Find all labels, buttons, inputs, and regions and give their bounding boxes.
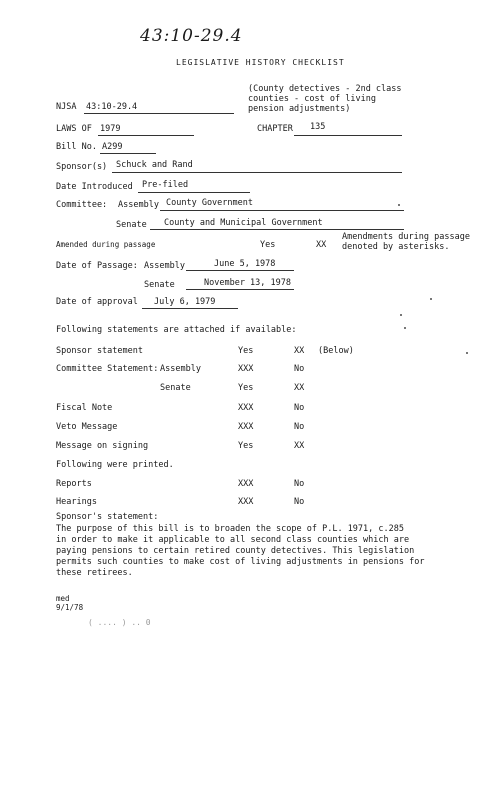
sponsor-statement-body: The purpose of this bill is to broaden the scope of P.L. 1971, c.285 in order to make it applicable to all second class counties which are paying pensions to certain retired county detectives. This legislation permits such counties to make cost of living adjustments in pensions for these retirees.	[56, 524, 425, 578]
njsa-label: NJSA	[56, 102, 77, 112]
passage-senate-date: November 13, 1978	[204, 278, 291, 288]
following-printed-text: Following were printed.	[56, 460, 174, 470]
committee-statement-assembly-yes-mark: XXX	[238, 364, 254, 374]
date-introduced-underline	[138, 192, 250, 193]
scan-speck	[398, 204, 400, 206]
reports-no: No	[294, 479, 305, 489]
amended-label: Amended during passage	[56, 240, 156, 249]
chapter-label: CHAPTER	[257, 124, 293, 134]
scan-speck	[400, 314, 402, 316]
approval-value: July 6, 1979	[154, 297, 216, 307]
amended-no-mark: XX	[316, 240, 327, 250]
approval-label: Date of approval	[56, 297, 138, 307]
handwritten-statute-number: 43:10-29.4	[140, 26, 243, 46]
bill-no-label: Bill No.	[56, 142, 97, 152]
sponsor-statement-yes: Yes	[238, 346, 254, 356]
sponsor-statement-no-mark: XX	[294, 346, 305, 356]
committee-statement-assembly-no: No	[294, 364, 305, 374]
sponsors-underline	[112, 172, 402, 173]
veto-message-label: Veto Message	[56, 422, 118, 432]
footer-date: 9/1/78	[56, 603, 84, 612]
committee-statement-assembly-label: Assembly	[160, 364, 201, 374]
fiscal-note-label: Fiscal Note	[56, 403, 113, 413]
reports-yes-mark: XXX	[238, 479, 254, 489]
laws-of-label: LAWS OF	[56, 124, 92, 134]
subject-line-3: pension adjustments)	[248, 104, 351, 114]
committee-statement-senate-no-mark: XX	[294, 383, 305, 393]
hearings-no: No	[294, 497, 305, 507]
footer-initials: med	[56, 594, 70, 603]
bill-no-underline	[100, 153, 156, 154]
date-introduced-value: Pre-filed	[142, 180, 189, 190]
footer-stamp: ( .... ) .. 0	[88, 618, 151, 627]
amendments-note-line-2: denoted by asterisks.	[342, 242, 450, 252]
passage-assembly-label: Assembly	[144, 261, 185, 271]
approval-underline	[142, 308, 238, 309]
fiscal-note-no: No	[294, 403, 305, 413]
hearings-label: Hearings	[56, 497, 97, 507]
following-statements-text: Following statements are attached if available:	[56, 325, 297, 335]
signing-message-label: Message on signing	[56, 441, 149, 451]
committee-statement-label: Committee Statement:	[56, 364, 159, 374]
committee-statement-senate-label: Senate	[160, 383, 191, 393]
passage-assembly-underline	[186, 270, 294, 271]
committee-senate-value: County and Municipal Government	[164, 218, 323, 228]
veto-message-yes-mark: XXX	[238, 422, 254, 432]
laws-of-underline	[98, 135, 194, 136]
signing-message-no-mark: XX	[294, 441, 305, 451]
sponsors-label: Sponsor(s)	[56, 162, 108, 172]
njsa-underline	[84, 113, 234, 114]
committee-statement-senate-yes: Yes	[238, 383, 254, 393]
committee-label: Committee:	[56, 200, 108, 210]
committee-assembly-underline	[160, 210, 404, 211]
scan-speck	[430, 298, 432, 300]
bill-no-value: A299	[102, 142, 123, 152]
chapter-value: 135	[310, 122, 326, 132]
laws-of-value: 1979	[100, 124, 121, 134]
signing-message-yes: Yes	[238, 441, 254, 451]
scan-speck	[466, 352, 468, 354]
committee-assembly-value: County Government	[166, 198, 253, 208]
sponsors-value: Schuck and Rand	[116, 160, 193, 170]
amended-yes: Yes	[260, 240, 276, 250]
passage-assembly-date: June 5, 1978	[214, 259, 276, 269]
sponsor-statement-label: Sponsor statement	[56, 346, 143, 356]
date-introduced-label: Date Introduced	[56, 182, 133, 192]
reports-label: Reports	[56, 479, 92, 489]
subject-line-1: (County detectives - 2nd class	[248, 84, 402, 94]
veto-message-no: No	[294, 422, 305, 432]
subject-line-2: counties - cost of living	[248, 94, 376, 104]
page-title: LEGISLATIVE HISTORY CHECKLIST	[176, 58, 345, 67]
passage-senate-underline	[186, 289, 294, 290]
committee-senate-label: Senate	[116, 220, 147, 230]
passage-label: Date of Passage:	[56, 261, 138, 271]
sponsor-statement-heading: Sponsor's statement:	[56, 512, 159, 522]
hearings-yes-mark: XXX	[238, 497, 254, 507]
amendments-note-line-1: Amendments during passage	[342, 232, 470, 242]
committee-senate-underline	[150, 229, 404, 230]
sponsor-statement-note: (Below)	[318, 346, 354, 356]
committee-assembly-label: Assembly	[118, 200, 159, 210]
chapter-underline	[294, 135, 402, 136]
passage-senate-label: Senate	[144, 280, 175, 290]
scan-speck	[404, 327, 406, 329]
njsa-value: 43:10-29.4	[86, 102, 138, 112]
fiscal-note-yes-mark: XXX	[238, 403, 254, 413]
